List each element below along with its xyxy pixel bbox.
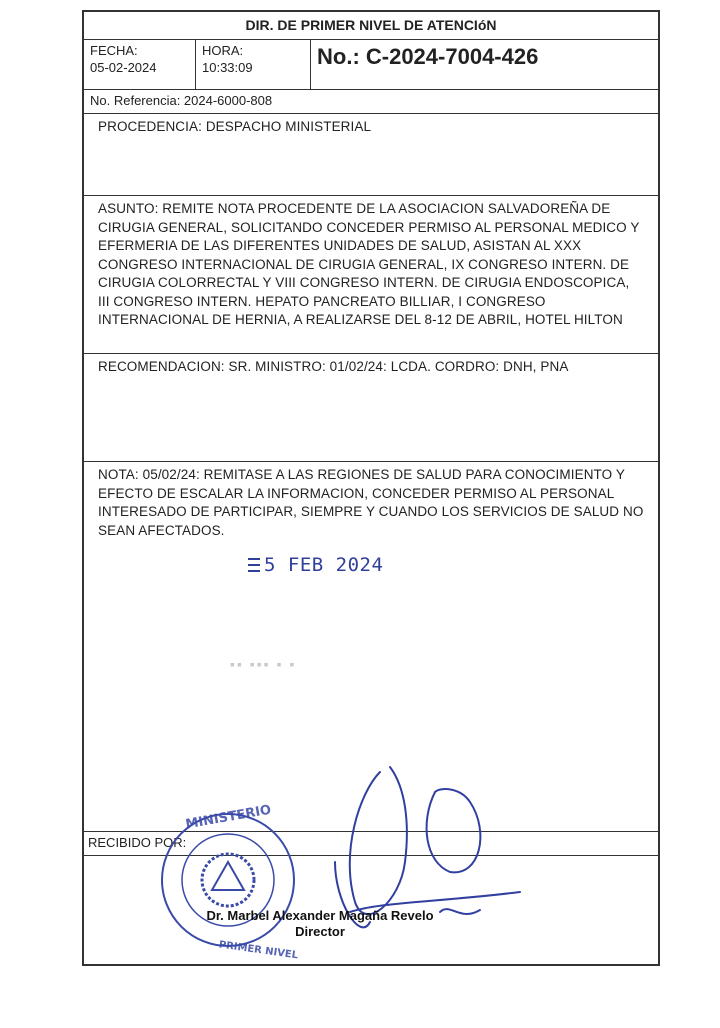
procedencia-section: PROCEDENCIA: DESPACHO MINISTERIAL <box>84 114 658 196</box>
hora-cell <box>196 40 311 89</box>
signer-block <box>170 908 470 940</box>
stamp-mark-icon <box>248 558 260 572</box>
meta-row <box>84 40 658 90</box>
faint-mark: ▪▪ ▪▪▪ ▪ ▪ <box>230 656 297 672</box>
date-stamp <box>248 554 383 576</box>
asunto-section: ASUNTO: REMITE NOTA PROCEDENTE DE LA ASOCIACION SALVADOREÑA DE CIRUGIA GENERAL, SOLICITANDO CONCEDER PERMISO AL PERSONAL MEDICO Y EFERMERIA DE LAS DIFERENTES UNIDADES DE SALUD, ASISTAN AL XXX CONGRESO INTERNACIONAL DE CIRUGIA GENERAL, IX CONGRESO INTERN. DE CIRUGIA COLORRECTAL Y VIII CONGRESO INTERN. DE CIRUGIA ENDOSCOPICA, III CONGRESO INTERN. HEPATO PANCREATO BILLIAR, I CONGRESO INTERNACIONAL DE HERNIA, A REALIZARSE DEL 8-12 DE ABRIL, HOTEL HILTON <box>84 196 658 354</box>
recibido-label: RECIBIDO POR: <box>84 832 658 856</box>
fecha-label: FECHA: <box>90 43 138 58</box>
signer-title: Director <box>295 924 345 939</box>
document-number: No.: C-2024-7004-426 <box>317 44 539 69</box>
svg-text:MINISTERIO: MINISTERIO <box>184 802 273 833</box>
fecha-value: 05-02-2024 <box>90 60 157 75</box>
nota-section: NOTA: 05/02/24: REMITASE A LAS REGIONES DE SALUD PARA CONOCIMIENTO Y EFECTO DE ESCALAR LA INFORMACION, CONCEDER PERMISO AL PERSONAL INTERESADO DE PARTICIPAR, SIEMPRE Y CUANDO LOS SERVICIOS DE SALUD NO SEAN AFECTADOS. <box>84 462 658 832</box>
hora-value: 10:33:09 <box>202 60 253 75</box>
fecha-cell <box>84 40 196 89</box>
recomendacion-section: RECOMENDACION: SR. MINISTRO: 01/02/24: LCDA. CORDRO: DNH, PNA <box>84 354 658 462</box>
date-stamp-text: 5 FEB 2024 <box>264 554 384 576</box>
hora-label: HORA: <box>202 43 244 58</box>
svg-text:PRIMER NIVEL: PRIMER NIVEL <box>218 939 299 962</box>
reference-number: No. Referencia: 2024-6000-808 <box>84 90 658 114</box>
signer-name: Dr. Marbel Alexander Magaña Revelo <box>206 908 434 923</box>
header-title: DIR. DE PRIMER NIVEL DE ATENCIóN <box>84 12 658 40</box>
